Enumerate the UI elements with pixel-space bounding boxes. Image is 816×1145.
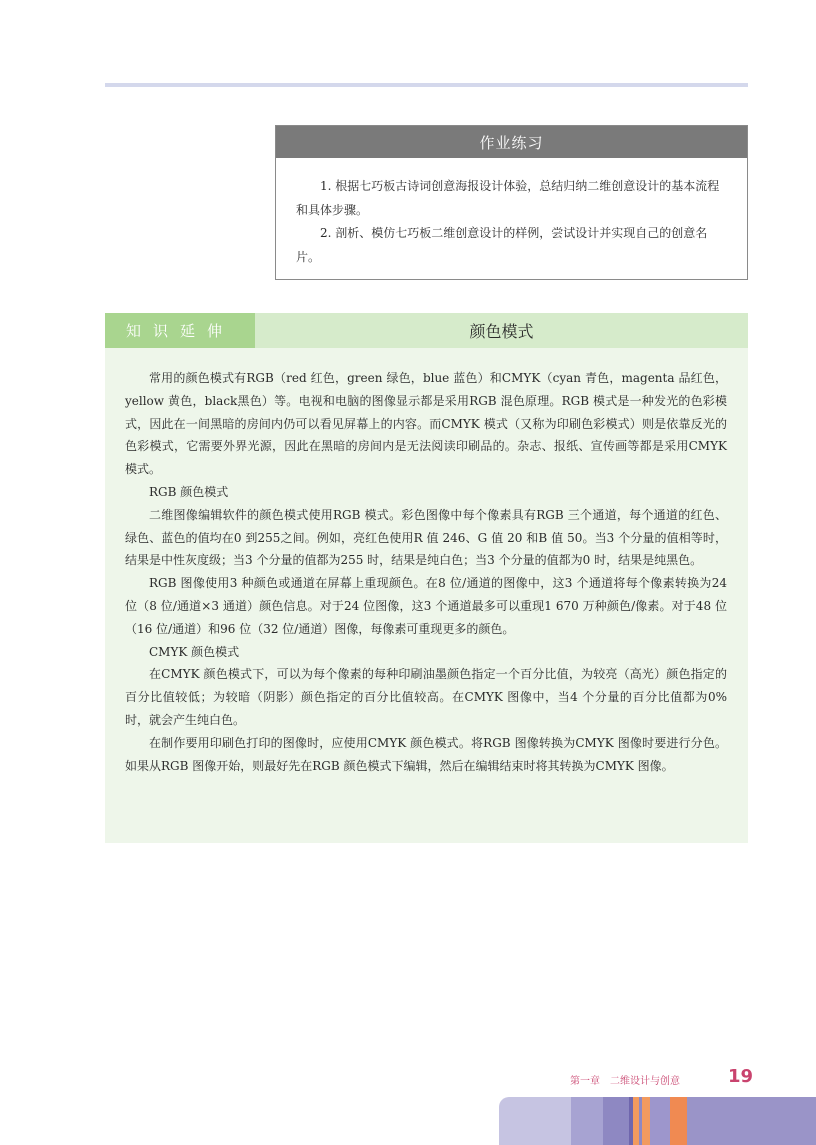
exercise-item: 2. 剖析、模仿七巧板二维创意设计的样例，尝试设计并实现自己的创意名片。 <box>296 226 708 264</box>
knowledge-tag: 知识延伸 <box>105 313 255 348</box>
decorative-color-bars <box>499 1097 816 1145</box>
subheading-rgb: RGB 颜色模式 <box>149 484 229 499</box>
exercise-title: 作业练习 <box>276 126 747 158</box>
exercise-item: 1. 根据七巧板古诗词创意海报设计体验，总结归纳二维创意设计的基本流程和具体步骤。 <box>296 179 720 217</box>
deco-bar <box>603 1097 629 1145</box>
paragraph: 在CMYK 颜色模式下，可以为每个像素的每种印刷油墨颜色指定一个百分比值，为较亮（高光）颜色指定的百分比值较低；为较暗（阴影）颜色指定的百分比值较高。在CMYK 图像中，当4 个分量的百分比值都为0% 时，就会产生纯白色。 <box>125 667 727 727</box>
knowledge-header <box>105 313 748 348</box>
deco-bar <box>571 1097 603 1145</box>
exercise-box <box>275 125 748 280</box>
knowledge-body <box>105 348 748 777</box>
deco-bar <box>687 1097 816 1145</box>
deco-bar <box>642 1097 650 1145</box>
chapter-label: 第一章 二维设计与创意 <box>570 1076 680 1087</box>
page-number: 19 <box>728 1066 754 1087</box>
paragraph: 二维图像编辑软件的颜色模式使用RGB 模式。彩色图像中每个像素具有RGB 三个通道，每个通道的红色、绿色、蓝色的值均在0 到255之间。例如，亮红色使用R 值 246、G 值 20 和B 值 50。当3 个分量的值相等时，结果是中性灰度级；当3 个分量的值都为255 时，结果是纯白色；当3 个分量的值都为0 时，结果是纯黑色。 <box>125 507 727 568</box>
knowledge-extension-box <box>105 313 748 843</box>
knowledge-title: 颜色模式 <box>469 322 534 341</box>
subheading-cmyk: CMYK 颜色模式 <box>149 644 240 659</box>
deco-bar <box>650 1097 670 1145</box>
paragraph: RGB 图像使用3 种颜色或通道在屏幕上重现颜色。在8 位/通道的图像中，这3 个通道将每个像素转换为24 位（8 位/通道×3 通道）颜色信息。对于24 位图像，这3 个通道最多可以重现1 670 万种颜色/像素。对于48 位（16 位/通道）和96 位（32 位/通道）图像，每像素可重现更多的颜色。 <box>125 576 727 636</box>
paragraph: 常用的颜色模式有RGB（red 红色，green 绿色，blue 蓝色）和CMYK（cyan 青色，magenta 品红色，yellow 黄色，black黑色）等。电视和电脑的图像显示都是采用RGB 混色原理。RGB 模式是一种发光的色彩模式，因此在一间黑暗的房间内仍可以看见屏幕上的内容。而CMYK 模式（又称为印刷色彩模式）则是依靠反光的色彩模式，它需要外界光源，因此在黑暗的房间内是无法阅读印刷品的。杂志、报纸、宣传画等都是采用CMYK 模式。 <box>125 371 727 477</box>
deco-bar <box>670 1097 687 1145</box>
paragraph: 在制作要用印刷色打印的图像时，应使用CMYK 颜色模式。将RGB 图像转换为CMYK 图像时要进行分色。如果从RGB 图像开始，则最好先在RGB 颜色模式下编辑，然后在编辑结束时将其转换为CMYK 图像。 <box>125 735 727 773</box>
exercise-body <box>276 158 747 269</box>
header-rule <box>105 83 748 87</box>
